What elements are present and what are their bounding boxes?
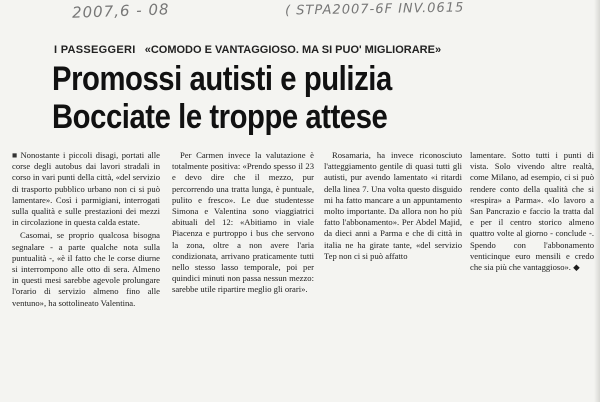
column-1-paragraph-2: Casomai, se proprio qualcosa bisogna segnalare - a parte qualche nota sulla puntualità -, «è il fatto che le corse diurne si interrompono alle otto di sera. Almeno in questi mesi sarebbe agevole prolungare l'orario di servizio almeno fino alle ventuno», ha sottolineato Valentina. (12, 230, 160, 308)
kicker-section: I PASSEGGERI (54, 44, 136, 56)
article-column-3 (324, 150, 462, 264)
handwritten-date: 2007,6 - 08 (71, 0, 170, 22)
column-1-paragraph-1: Nonostante i piccoli disagi, portati alle corse degli autobus dai lavori stradali in corso in vari punti della città, «del servizio di trasporto pubblico urbano non ci si può lamentare». Così i parmigiani, interrogati sulla qualità e sulle prestazioni dei mezzi in circolazione in questa calda estate. (12, 150, 160, 228)
column-4-paragraph-1: lamentare. Sotto tutti i punti di vista. Solo vivendo altre realtà, come Milano, ad esempio, ci si può rendere conto della qualità che si «respira» a Parma». «Io lavoro a San Pancrazio e faccio la tratta dal e per il centro storico almeno quattro volte al giorno - conclude -. Spendo con l'abbonamento venticinque euro mensili e credo che sia più che vantaggioso». ◆ (470, 150, 594, 273)
headline (52, 60, 516, 136)
handwritten-archive-ref: ( STPA2007-6F INV.0615 (284, 0, 465, 19)
kicker (54, 44, 441, 56)
scan-edge-shadow (594, 0, 600, 402)
headline-line-2: Bocciate le troppe attese (52, 98, 388, 136)
column-3-paragraph-1: Rosamaria, ha invece riconosciuto l'atteggiamento gentile di quasi tutti gli autisti, pur avendo lamentato «i ritardi della linea 7. Una volta questo disguido mi ha fatto mancare a un appuntamento molto importante. Da allora non ho più fatto l'abbonamento». Per Abdel Majid, da dieci anni a Parma e che di città in italia ne ha girate tante, «del servizio Tep non ci si può affatto (324, 150, 462, 261)
article-column-1 (12, 150, 160, 311)
column-2-paragraph-1: Per Carmen invece la valutazione è totalmente positiva: «Prendo spesso il 23 e devo dire che il mezzo, pur percorrendo una tratta lunga, è puntuale, pulito e fresco». Le due studentesse Simona e Valentina sono viaggiatrici abituali del 12: «Abitiamo in viale Piacenza e purtroppo i bus che servono la zona, oltre a non avere l'aria condizionata, arrivano praticamente tutti nello stesso lasso temporale, poi per quindici minuti non passa nessun mezzo: sarebbe utile ripartire meglio gli orari». (172, 150, 314, 295)
article-column-4 (470, 150, 594, 275)
article-column-2 (172, 150, 314, 298)
article-body (12, 150, 596, 400)
paragraph-bullet-icon: ■ (12, 150, 19, 160)
headline-line-1: Promossi autisti e pulizia (52, 60, 392, 98)
kicker-quote: «COMODO E VANTAGGIOSO. MA SI PUO' MIGLIORARE» (144, 44, 442, 56)
